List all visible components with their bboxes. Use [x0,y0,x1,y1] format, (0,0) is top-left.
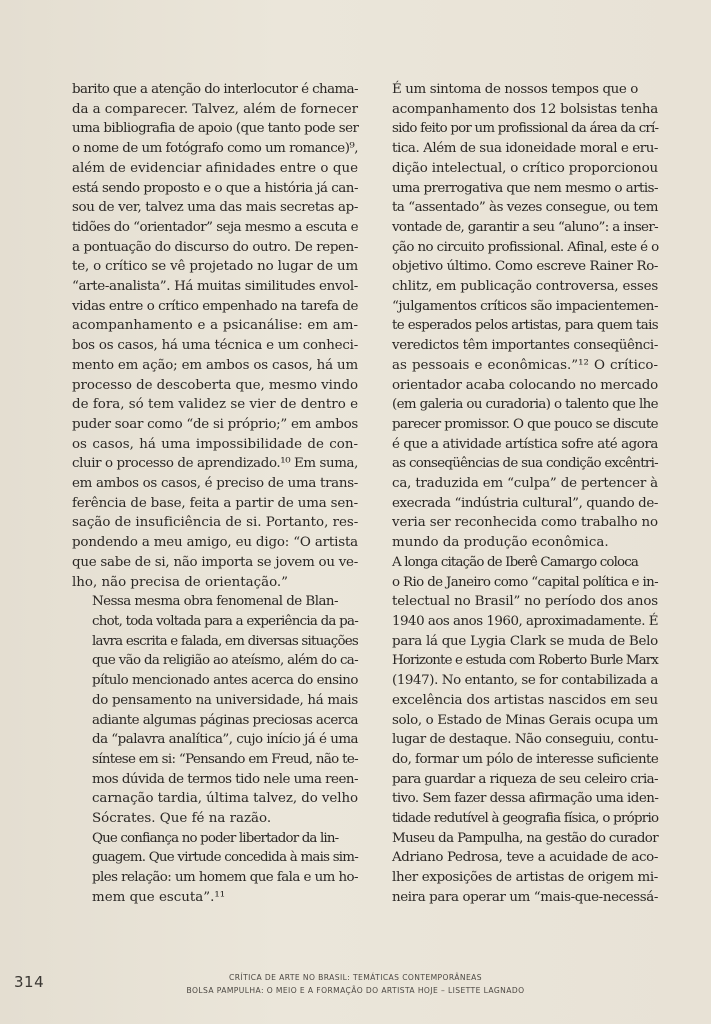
left-paragraph-2 [72,592,358,828]
text-line: lavra escrita e falada, em diversas situações [92,633,358,649]
text-line: Museu da Pampulha, na gestão do curador [392,830,658,846]
text-line: te, o crítico se vê projetado no lugar de um [72,259,358,275]
text-line: vidas entre o crítico empenhado na tarefa de [72,298,358,314]
text-line: mos dúvida de termos tido nele uma reen- [92,771,358,787]
text-line: uma bibliografia de apoio (que tanto pode ser [72,121,359,137]
text-line: mem que escuta”.¹¹ [92,889,226,905]
text-line: além de evidenciar afinidades entre o que [72,160,358,176]
text-line: parecer promissor. O que pouco se discute [392,416,658,432]
text-line: lugar de destaque. Não conseguiu, contu- [392,732,658,748]
text-line: chot, toda voltada para a experiência da pa- [92,613,358,629]
text-line: lher exposições de artistas de origem mi- [392,870,658,886]
text-line: adiante algumas páginas preciosas acerca [92,712,358,728]
text-line: sido feito por um profissional da área da crí- [392,121,659,137]
text-line: Sócrates. Que fé na razão. [92,811,272,827]
text-line: para lá que Lygia Clark se muda de Belo [392,633,658,649]
text-line: acompanhamento e a psicanálise: em am- [72,318,358,334]
text-line: ção no circuito profissional. Afinal, este é o [392,239,659,255]
text-line: que sabe de si, não importa se jovem ou ve- [72,554,358,570]
text-line: para guardar a riqueza de seu celeiro cria- [392,771,658,787]
text-line: cluir o processo de aprendizado.¹⁰ Em suma, [72,456,358,472]
running-footer-book-title: CRÍTICA DE ARTE NO BRASIL: TEMÁTICAS CONTEMPORÂNEAS [229,973,482,982]
text-line: Nessa mesma obra fenomenal de Blan- [92,594,338,610]
text-line: chlitz, em publicação controversa, esses [392,279,658,295]
text-line: ta “assentado” às vezes consegue, ou tem [392,200,658,216]
right-column [372,80,658,908]
text-line: barito que a atenção do interlocutor é chama- [72,82,358,97]
text-line: ples relação: um homem que fala e um ho- [92,870,358,886]
text-line: que vão da religião ao ateísmo, além do ca- [92,653,358,669]
text-line: mento em ação; em ambos os casos, há um [72,357,358,373]
text-line: uma prerrogativa que nem mesmo o artis- [392,180,658,196]
text-line: do, formar um pólo de interesse suficiente [392,751,659,767]
text-line: sou de ver, talvez uma das mais secretas ap- [72,200,358,216]
text-line: ferência de base, feita a partir de uma sen- [72,495,358,511]
text-line: A longa citação de Iberê Camargo coloca [392,554,638,570]
text-line: do pensamento na universidade, há mais [92,692,358,708]
text-line: puder soar como “de si próprio;” em ambos [72,416,358,432]
text-line: orientador acaba colocando no mercado [392,377,658,393]
text-line: guagem. Que virtude concedida à mais sim- [92,850,358,866]
text-line: “julgamentos críticos são impacientemen- [392,298,658,314]
text-line: ca, traduzida em “culpa” de pertencer à [392,476,658,492]
text-line: está sendo proposto e o que a história já can- [72,180,358,196]
text-line: (1947). No entanto, se for contabilizada a [392,673,658,689]
text-line: veria ser reconhecida como trabalho no [392,515,658,531]
text-line: bos os casos, há uma técnica e um conheci- [72,338,358,354]
text-line: pondendo a meu amigo, eu digo: “O artista [72,535,358,551]
text-line: sação de insuficiência de si. Portanto, res- [72,515,359,531]
text-line: tivo. Sem fazer dessa afirmação uma iden- [392,791,659,807]
text-line: tidões do “orientador” seja mesmo a escuta e [72,219,358,235]
text-line: Adriano Pedrosa, teve a acuidade de aco- [392,850,658,866]
text-line: as pessoais e econômicas.”¹² O crítico- [392,357,658,373]
text-line: tidade redutível à geografia física, o próprio [392,811,659,827]
running-footer-chapter-title: BOLSA PAMPULHA: O MEIO E A FORMAÇÃO DO ARTISTA HOJE – LISETTE LAGNADO [186,986,525,995]
page-number: 314 [14,973,45,991]
text-line: é que a atividade artística sofre até agora [392,436,658,452]
text-line: as conseqüências de sua condição excêntri- [392,456,658,472]
text-line: a pontuação do discurso do outro. De repen- [72,239,358,255]
right-paragraph-2 [372,553,658,908]
text-line: da a comparecer. Talvez, além de fornecer [72,101,358,117]
text-line: “arte-analista”. Há muitas similitudes envol- [72,279,358,295]
text-line: mundo da produção econômica. [392,535,609,551]
text-line: (em galeria ou curadoria) o talento que lhe [392,397,658,413]
text-line: 1940 aos anos 1960, aproximadamente. É [392,613,658,629]
text-line: solo, o Estado de Minas Gerais ocupa um [392,712,658,728]
text-line: excelência dos artistas nascidos em seu [392,692,658,708]
text-line: acompanhamento dos 12 bolsistas tenha [392,101,658,117]
text-line: É um sintoma de nossos tempos que o [392,82,638,97]
text-line: te esperados pelos artistas, para quem tais [392,318,658,334]
text-line: da “palavra analítica”, cujo início já é uma [92,732,358,748]
text-line: vontade de, garantir a seu “aluno”: a inser- [392,219,658,235]
text-line: o Rio de Janeiro como “capital política e in- [392,574,658,590]
left-paragraph-3 [72,829,358,908]
text-line: neira para operar um “mais-que-necessá- [392,889,658,905]
text-line: processo de descoberta que, mesmo vindo [72,377,358,393]
left-paragraph-1 [72,80,358,592]
text-line: de fora, só tem validez se vier de dentro e [72,397,358,413]
text-line: tica. Além de sua idoneidade moral e eru- [392,141,658,157]
text-line: Horizonte e estuda com Roberto Burle Marx [392,653,658,669]
left-column [72,80,358,908]
text-line: dição intelectual, o crítico proporcionou [392,160,658,176]
text-line: Que confiança no poder libertador da lin- [92,830,339,846]
text-line: veredictos têm importantes conseqüênci- [392,338,658,354]
text-line: os casos, há uma impossibilidade de con- [72,436,358,452]
text-line: síntese em si: “Pensando em Freud, não te- [92,751,358,767]
text-line: lho, não precisa de orientação.” [72,574,289,590]
text-line: em ambos os casos, é preciso de uma trans- [72,476,358,492]
text-line: o nome de um fotógrafo como um romance)⁹, [72,141,358,157]
right-paragraph-1 [372,80,658,553]
text-line: telectual no Brasil” no período dos anos [392,594,658,610]
text-line: carnação tardia, última talvez, do velho [92,791,358,807]
text-line: execrada “indústria cultural”, quando de- [392,495,658,511]
text-line: objetivo último. Como escreve Rainer Ro- [392,259,658,275]
text-line: pítulo mencionado antes acerca do ensino [92,673,358,689]
